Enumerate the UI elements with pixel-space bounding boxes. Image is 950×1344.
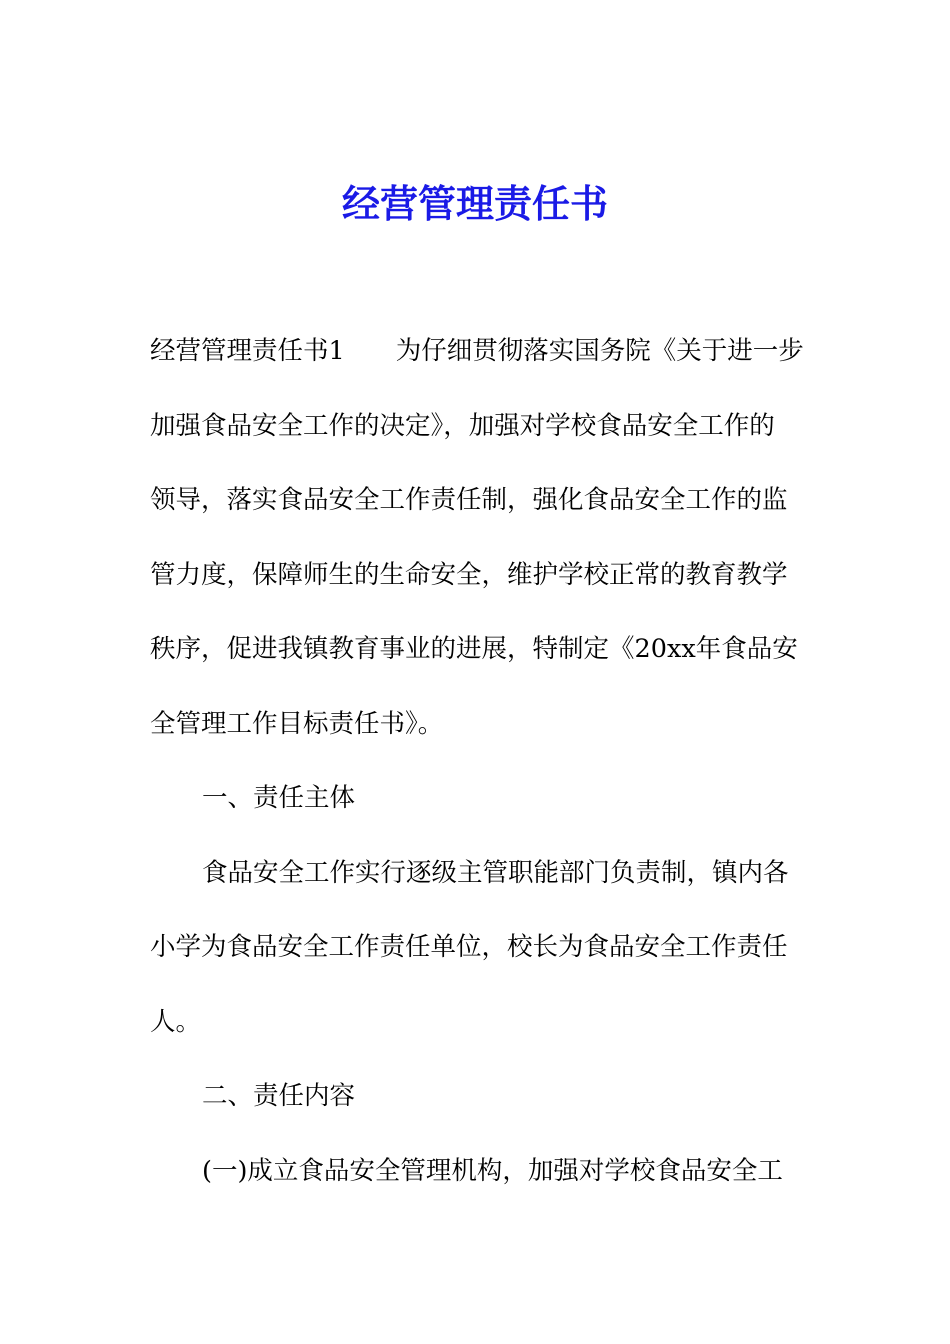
body-line-1: 经营管理责任书1 为仔细贯彻落实国务院《关于进一步 bbox=[150, 336, 804, 366]
body-line-12: (一)成立食品安全管理机构，加强对学校食品安全工 bbox=[202, 1155, 783, 1186]
body-line-5: 秩序，促进我镇教育事业的进展，特制定《20xx年食品安 bbox=[150, 634, 798, 664]
body-line-10: 人。 bbox=[150, 1006, 202, 1037]
body-line-4: 管力度，保障师生的生命安全，维护学校正常的教育教学 bbox=[150, 559, 788, 590]
body-line-8: 食品安全工作实行逐级主管职能部门负责制，镇内各 bbox=[202, 857, 789, 888]
body-line-2: 加强食品安全工作的决定》，加强对学校食品安全工作的 bbox=[150, 410, 775, 441]
body-line-6: 全管理工作目标责任书》。 bbox=[150, 708, 444, 739]
section-heading-2: 二、责任内容 bbox=[202, 1081, 356, 1111]
body-line-9: 小学为食品安全工作责任单位，校长为食品安全工作责任 bbox=[150, 932, 788, 962]
document-body bbox=[150, 325, 810, 1219]
body-line-3: 领导，落实食品安全工作责任制，强化食品安全工作的监 bbox=[150, 485, 788, 515]
section-heading-1: 一、责任主体 bbox=[202, 783, 356, 813]
document-title: 经营管理责任书 bbox=[341, 181, 608, 226]
